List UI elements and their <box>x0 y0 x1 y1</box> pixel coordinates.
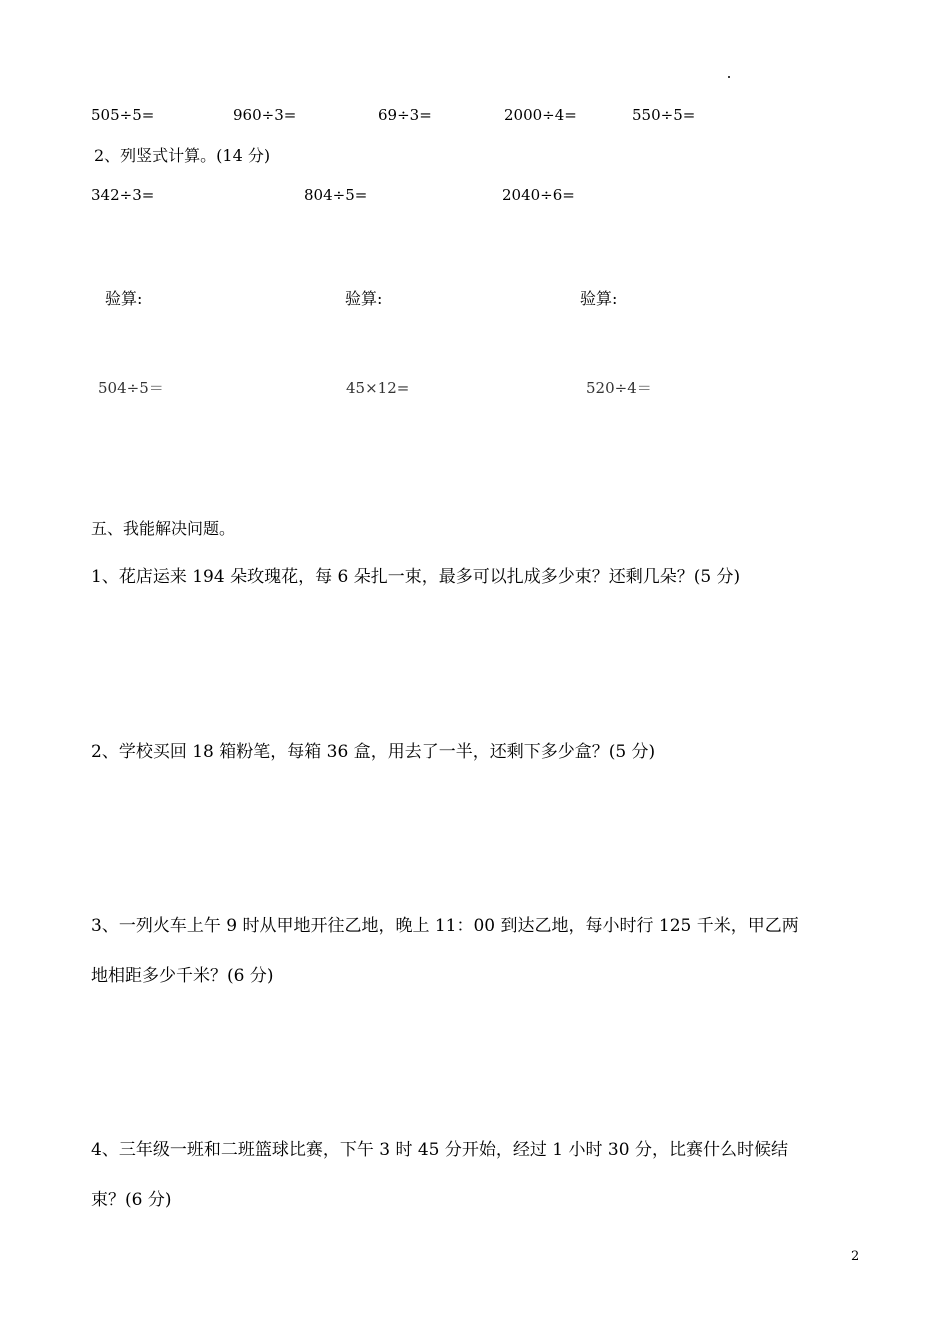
problem-4-line-2: 束？(6 分) <box>91 1190 172 1210</box>
oral-calc-1: 505÷5= <box>91 106 155 124</box>
problem-1: 1、花店运来 194 朵玫瑰花，每 6 朵扎一束，最多可以扎成多少束？还剩几朵？(5 分) <box>91 567 741 587</box>
section-title: 五、我能解决问题。 <box>91 519 236 538</box>
vertical-problem-2: 804÷5= <box>304 186 368 204</box>
stray-dot <box>728 76 730 78</box>
vertical-problem-1: 342÷3= <box>91 186 155 204</box>
vertical-heading: 2、列竖式计算。(14 分) <box>94 146 271 165</box>
check-label-1: 验算: <box>105 289 143 308</box>
oral-calc-3: 69÷3= <box>378 106 432 124</box>
vertical-problem-6: 520÷4＝ <box>586 379 652 397</box>
vertical-problem-5: 45×12= <box>346 379 410 397</box>
vertical-problem-3: 2040÷6= <box>502 186 575 204</box>
page-number: 2 <box>851 1249 860 1264</box>
problem-4-line-1: 4、三年级一班和二班篮球比赛，下午 3 时 45 分开始，经过 1 小时 30 分，比赛什么时候结 <box>91 1140 788 1160</box>
check-label-3: 验算: <box>580 289 618 308</box>
oral-calc-4: 2000÷4= <box>504 106 577 124</box>
oral-calc-2: 960÷3= <box>233 106 297 124</box>
problem-3-line-1: 3、一列火车上午 9 时从甲地开往乙地，晚上 11：00 到达乙地，每小时行 125 千米，甲乙两 <box>91 916 799 936</box>
check-label-2: 验算: <box>345 289 383 308</box>
problem-3-line-2: 地相距多少千米？(6 分) <box>91 966 274 986</box>
problem-2: 2、学校买回 18 箱粉笔，每箱 36 盒，用去了一半，还剩下多少盒？(5 分) <box>91 742 656 762</box>
vertical-problem-4: 504÷5＝ <box>98 379 164 397</box>
oral-calc-5: 550÷5= <box>632 106 696 124</box>
